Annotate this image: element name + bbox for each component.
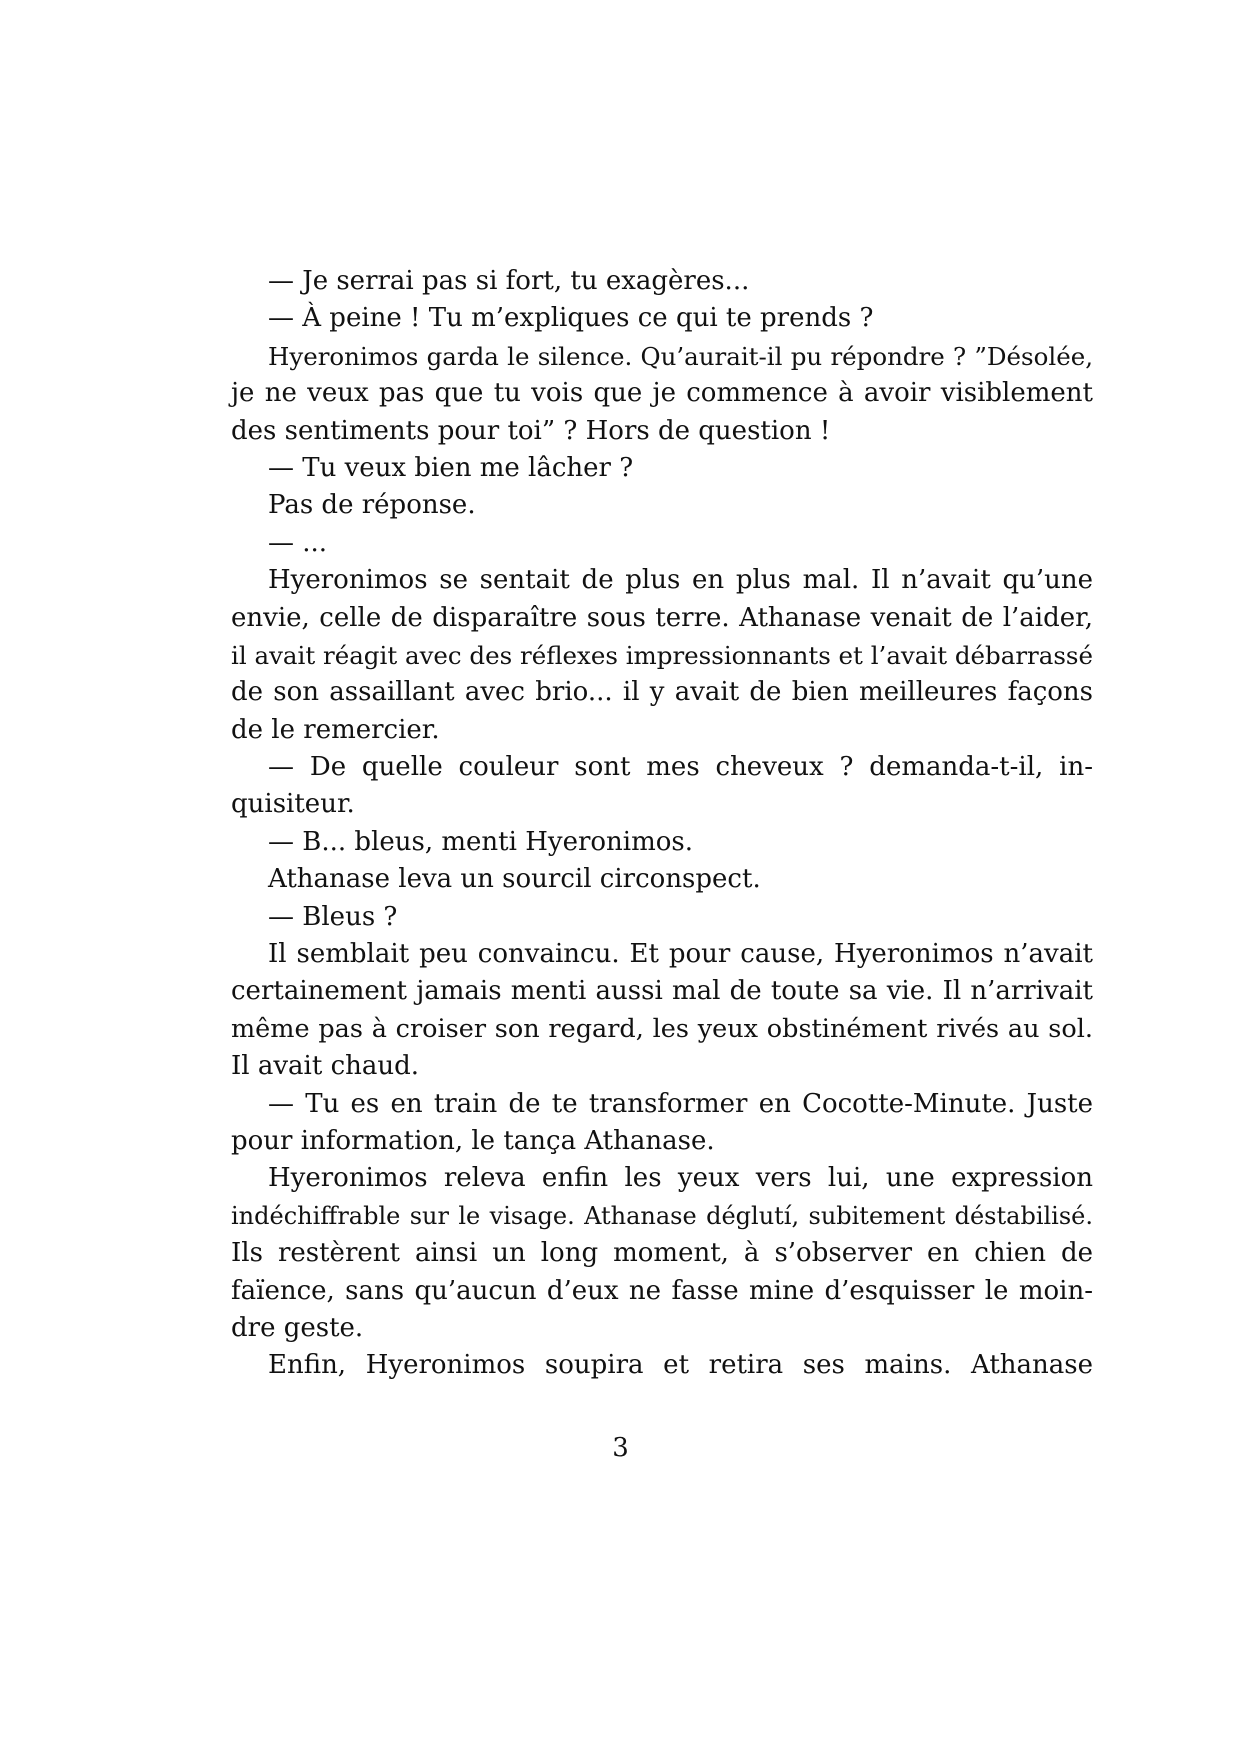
text-line: quisiteur.	[231, 789, 355, 820]
text-line: certainement jamais menti aussi mal de toute sa vie. Il n’arrivait	[231, 976, 1093, 1007]
text-line: Hyeronimos releva enfin les yeux vers lui, une expression	[268, 1163, 1093, 1194]
text-line: Hyeronimos garda le silence. Qu’aurait-il pu répondre ? ”Désolée,	[268, 341, 1093, 371]
text-line: même pas à croiser son regard, les yeux obstinément rivés au sol.	[231, 1013, 1093, 1044]
text-line: de le remercier.	[231, 714, 440, 745]
text-line: — Je serrai pas si fort, tu exagères...	[268, 266, 750, 296]
text-line: Ils restèrent ainsi un long moment, à s’observer en chien de	[231, 1238, 1093, 1269]
text-line: de son assaillant avec brio... il y avait de bien meilleures façons	[231, 677, 1093, 708]
page-number: 3	[612, 1433, 629, 1463]
text-line: je ne veux pas que tu vois que je commence à avoir visiblement	[231, 378, 1093, 409]
text-line: des sentiments pour toi” ? Hors de question !	[231, 415, 831, 446]
text-line: Pas de réponse.	[268, 490, 476, 521]
text-line: — B... bleus, menti Hyeronimos.	[268, 826, 694, 857]
text-line: pour information, le tança Athanase.	[231, 1125, 715, 1156]
text-line: — À peine ! Tu m’expliques ce qui te prends ?	[268, 303, 874, 334]
text-line: Athanase leva un sourcil circonspect.	[268, 864, 761, 895]
text-line: — ...	[268, 527, 328, 558]
text-line: faïence, sans qu’aucun d’eux ne fasse mine d’esquisser le moin-	[231, 1275, 1093, 1306]
text-line: — De quelle couleur sont mes cheveux ? demanda-t-il, in-	[268, 752, 1093, 783]
text-line: Il avait chaud.	[231, 1051, 420, 1082]
text-line: Il semblait peu convaincu. Et pour cause, Hyeronimos n’avait	[268, 939, 1093, 970]
text-line: envie, celle de disparaître sous terre. Athanase venait de l’aider,	[231, 602, 1093, 633]
text-line: — Tu es en train de te transformer en Cocotte-Minute. Juste	[268, 1088, 1093, 1119]
text-line: Hyeronimos se sentait de plus en plus mal. Il n’avait qu’une	[268, 565, 1093, 596]
text-line: dre geste.	[231, 1312, 364, 1343]
text-line: — Bleus ?	[268, 901, 398, 932]
text-line: Enfin, Hyeronimos soupira et retira ses mains. Athanase	[268, 1350, 1093, 1381]
text-line: il avait réagit avec des réflexes impressionnants et l’avait débarrassé	[231, 640, 1093, 670]
text-line: — Tu veux bien me lâcher ?	[268, 452, 634, 483]
body-text	[231, 263, 1093, 1385]
text-line: indéchiffrable sur le visage. Athanase déglutí, subitement déstabilisé.	[231, 1201, 1093, 1230]
